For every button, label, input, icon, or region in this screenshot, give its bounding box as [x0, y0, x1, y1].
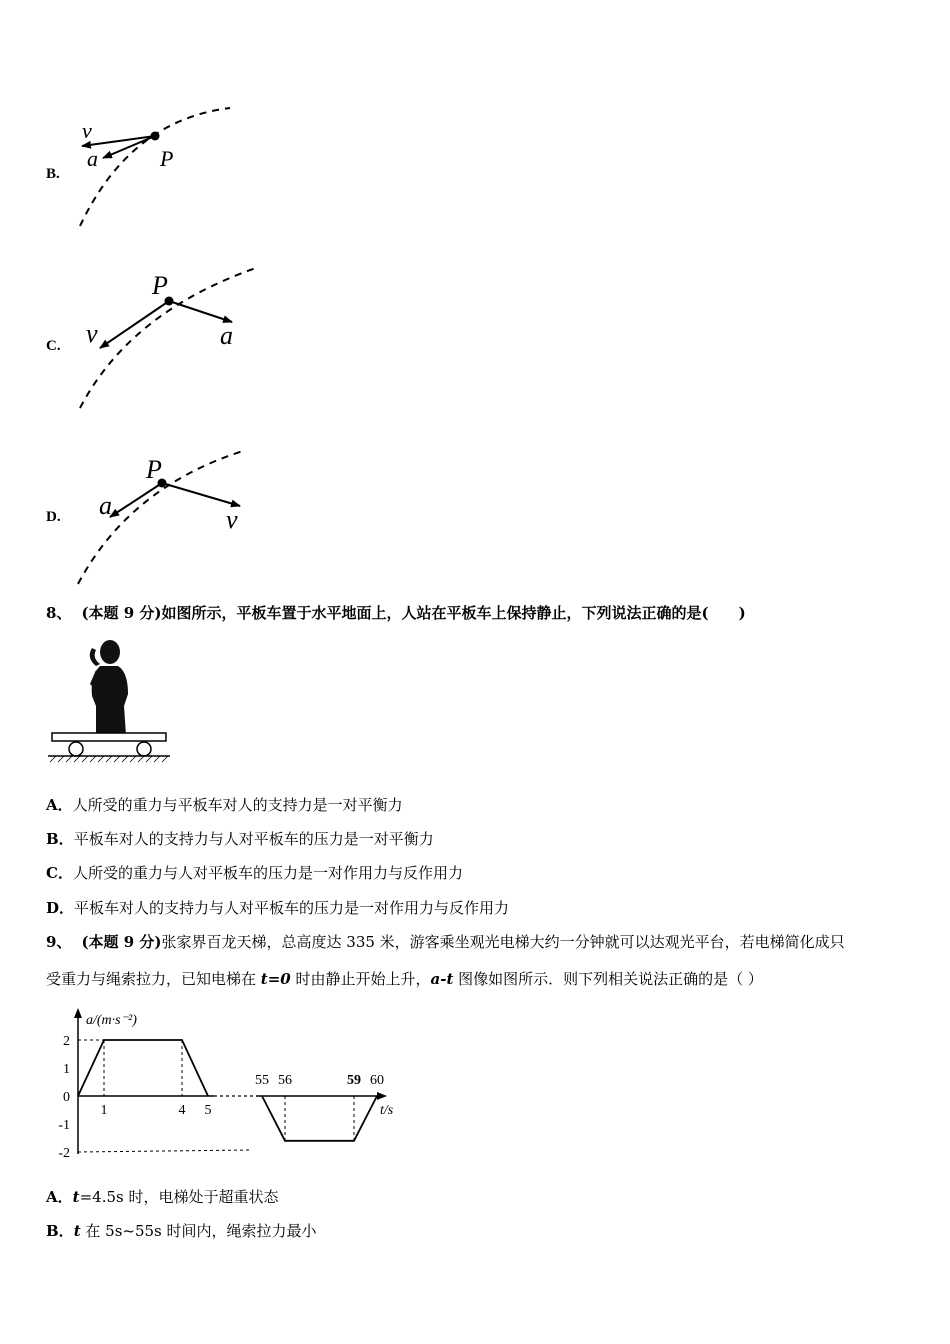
q7-option-d-figure — [70, 446, 270, 588]
velocity-arrow — [100, 301, 169, 348]
x-tick-label: 60 — [370, 1073, 384, 1088]
q7-option-c-figure — [70, 262, 270, 412]
option-text: 在 5s~55s 时间内，绳索拉力最小 — [80, 1222, 317, 1240]
series-line-decel — [262, 1096, 377, 1141]
x-tick-label: 56 — [278, 1073, 292, 1088]
option-var: t — [72, 1188, 80, 1206]
q7-option-b-label: B. — [46, 166, 60, 182]
label-v: v — [86, 319, 98, 348]
option-label: B． — [46, 830, 74, 848]
q9-stem-text-1: 张家界百龙天梯，总高度达 335 米，游客乘坐观光电梯大约一分钟就可以达观光平台，若电梯简化成只 — [161, 933, 845, 951]
option-label: D． — [46, 899, 75, 917]
label-p: P — [152, 271, 168, 300]
y-tick-label: -1 — [58, 1118, 70, 1133]
option-var: t — [73, 1222, 81, 1240]
q7-option-d-label: D. — [46, 509, 61, 525]
q8-stem-text: 如图所示，平板车置于水平地面上，人站在平板车上保持静止，下列说法正确的是( ) — [161, 604, 746, 622]
q8-meta: (本题 9 分) — [81, 604, 162, 622]
q8-option-d[interactable] — [46, 898, 509, 918]
ref-line-minus2 — [78, 1150, 250, 1152]
label-p: P — [160, 146, 174, 171]
q9-stem-line2 — [46, 969, 763, 989]
y-axis-arrow — [74, 1008, 82, 1018]
x-tick-label: 55 — [255, 1073, 269, 1088]
y-tick-label: 1 — [63, 1062, 70, 1077]
y-tick-label: 2 — [63, 1034, 70, 1049]
point-p — [151, 132, 160, 141]
series-line-accel — [78, 1040, 208, 1096]
q9-stem-text-2a: 受重力与绳索拉力，已知电梯在 — [46, 970, 261, 988]
y-tick-label: -2 — [58, 1146, 70, 1161]
x-tick-label: 59 — [347, 1073, 361, 1088]
cart-board — [52, 733, 166, 741]
acceleration-arrow — [169, 301, 232, 322]
q8-number: 8、 — [46, 604, 72, 622]
q9-meta: (本题 9 分) — [81, 933, 162, 951]
option-text: =4.5s 时，电梯处于超重状态 — [79, 1188, 279, 1206]
label-v: v — [82, 118, 92, 143]
x-tick-label: 4 — [178, 1103, 186, 1118]
option-text: 平板车对人的支持力与人对平板车的压力是一对平衡力 — [73, 830, 434, 848]
y-axis-label: a/(m·s⁻²) — [86, 1013, 137, 1028]
label-a: a — [99, 491, 112, 520]
x-tick-label: 5 — [204, 1103, 212, 1118]
y-tick-label: 0 — [63, 1090, 70, 1105]
label-p: P — [146, 455, 162, 484]
trajectory-curve — [80, 108, 230, 226]
q9-option-a[interactable] — [46, 1187, 278, 1207]
option-label: B． — [46, 1222, 74, 1240]
q9-stem-text-2b: 时由静止开始上升， — [290, 970, 431, 988]
q9-option-b[interactable] — [46, 1221, 317, 1241]
velocity-arrow — [162, 483, 240, 506]
x-axis-arrow — [377, 1092, 387, 1100]
option-label: A． — [46, 1188, 73, 1206]
cart-wheel-left — [69, 742, 83, 756]
q9-stem-line1 — [46, 932, 845, 952]
acceleration-arrow — [110, 483, 162, 517]
q7-option-c-label: C. — [46, 338, 61, 354]
option-label: A． — [46, 796, 73, 814]
q9-stem-at: a-t — [430, 970, 454, 988]
label-a: a — [87, 146, 98, 171]
x-tick-label: 1 — [100, 1103, 108, 1118]
x-axis-label: t/s — [380, 1103, 394, 1118]
person-figure — [90, 640, 128, 735]
q9-number: 9、 — [46, 933, 72, 951]
q7-option-b-figure — [70, 100, 250, 230]
q8-stem — [46, 603, 746, 623]
q9-stem-text-2c: 图像如图所示．则下列相关说法正确的是（ ） — [453, 970, 763, 988]
q9-stem-t0: t=0 — [260, 970, 291, 988]
option-text: 人所受的重力与平板车对人的支持力是一对平衡力 — [72, 796, 403, 814]
q8-option-c[interactable] — [46, 863, 463, 883]
label-v: v — [226, 505, 238, 534]
option-text: 人所受的重力与人对平板车的压力是一对作用力与反作用力 — [72, 864, 463, 882]
cart-wheel-right — [137, 742, 151, 756]
q8-option-b[interactable] — [46, 829, 434, 849]
q9-at-chart — [40, 1004, 410, 1176]
option-label: C． — [46, 864, 73, 882]
label-a: a — [220, 321, 233, 350]
q8-figure-person-on-cart — [46, 636, 172, 764]
option-text: 平板车对人的支持力与人对平板车的压力是一对作用力与反作用力 — [74, 899, 510, 917]
q8-option-a[interactable] — [46, 795, 403, 815]
